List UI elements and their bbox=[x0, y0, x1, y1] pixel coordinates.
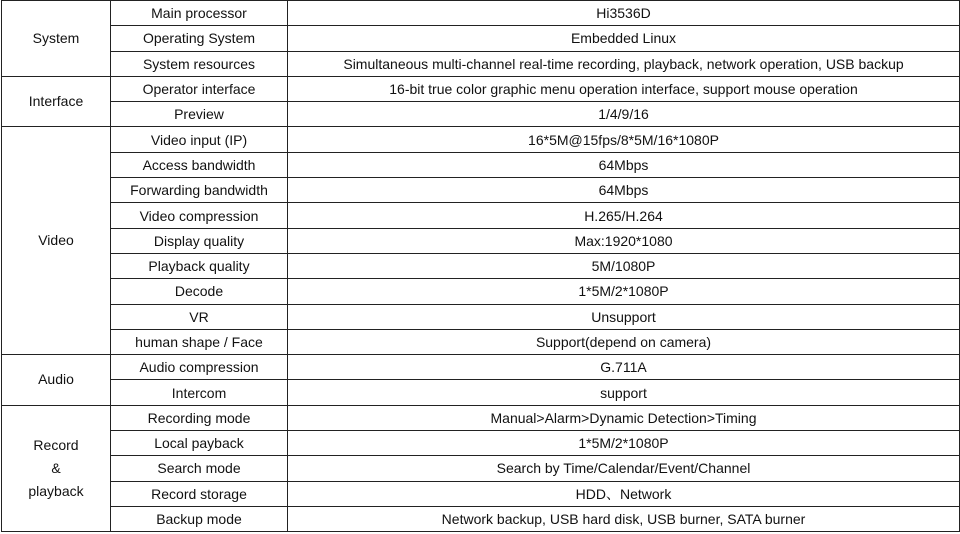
spec-label: Backup mode bbox=[111, 506, 288, 531]
spec-label: System resources bbox=[111, 51, 288, 76]
spec-label: human shape / Face bbox=[111, 329, 288, 354]
spec-label: Forwarding bandwidth bbox=[111, 178, 288, 203]
section-label: Audio bbox=[38, 371, 74, 388]
spec-label: Record storage bbox=[111, 481, 288, 506]
spec-label: Search mode bbox=[111, 456, 288, 481]
spec-label: Operating System bbox=[111, 26, 288, 51]
section-label: Interface bbox=[28, 93, 84, 110]
spec-label: Decode bbox=[111, 279, 288, 304]
table-row bbox=[2, 76, 960, 101]
spec-value: G.711A bbox=[288, 355, 960, 380]
spec-value: Network backup, USB hard disk, USB burner, SATA burner bbox=[288, 506, 960, 531]
spec-label: Display quality bbox=[111, 228, 288, 253]
spec-table-body bbox=[2, 1, 960, 532]
spec-table bbox=[1, 0, 960, 532]
table-row bbox=[2, 279, 960, 304]
table-row bbox=[2, 26, 960, 51]
table-row bbox=[2, 380, 960, 405]
spec-label: Operator interface bbox=[111, 76, 288, 101]
table-row bbox=[2, 329, 960, 354]
section-label: Record bbox=[33, 436, 79, 453]
spec-label: Video compression bbox=[111, 203, 288, 228]
spec-value: Unsupport bbox=[288, 304, 960, 329]
section-label: Video bbox=[38, 232, 74, 249]
spec-label: Main processor bbox=[111, 1, 288, 26]
spec-label: Recording mode bbox=[111, 405, 288, 430]
spec-value: 1*5M/2*1080P bbox=[288, 431, 960, 456]
spec-label: Video input (IP) bbox=[111, 127, 288, 152]
table-row bbox=[2, 405, 960, 430]
spec-value: 16-bit true color graphic menu operation interface, support mouse operation bbox=[288, 76, 960, 101]
spec-value: support bbox=[288, 380, 960, 405]
spec-value: 5M/1080P bbox=[288, 253, 960, 278]
table-row bbox=[2, 355, 960, 380]
section-label-cell bbox=[2, 76, 111, 127]
spec-value: Support(depend on camera) bbox=[288, 329, 960, 354]
spec-value: Max:1920*1080 bbox=[288, 228, 960, 253]
spec-value: Manual>Alarm>Dynamic Detection>Timing bbox=[288, 405, 960, 430]
table-row bbox=[2, 152, 960, 177]
table-row bbox=[2, 127, 960, 152]
table-row bbox=[2, 228, 960, 253]
table-row bbox=[2, 51, 960, 76]
section-label: playback bbox=[28, 482, 84, 499]
spec-label: Intercom bbox=[111, 380, 288, 405]
table-row bbox=[2, 506, 960, 531]
section-label-cell bbox=[2, 355, 111, 406]
section-label-cell bbox=[2, 127, 111, 355]
table-row bbox=[2, 178, 960, 203]
spec-value: 1/4/9/16 bbox=[288, 102, 960, 127]
table-row bbox=[2, 102, 960, 127]
table-row bbox=[2, 203, 960, 228]
spec-value: 64Mbps bbox=[288, 178, 960, 203]
spec-label: Playback quality bbox=[111, 253, 288, 278]
spec-value: 64Mbps bbox=[288, 152, 960, 177]
spec-label: Access bandwidth bbox=[111, 152, 288, 177]
spec-label: VR bbox=[111, 304, 288, 329]
table-row bbox=[2, 481, 960, 506]
section-label-cell bbox=[2, 405, 111, 531]
spec-value: 16*5M@15fps/8*5M/16*1080P bbox=[288, 127, 960, 152]
spec-value: Embedded Linux bbox=[288, 26, 960, 51]
section-label-cell bbox=[2, 1, 111, 77]
spec-value: H.265/H.264 bbox=[288, 203, 960, 228]
spec-label: Audio compression bbox=[111, 355, 288, 380]
spec-label: Local payback bbox=[111, 431, 288, 456]
section-label: & bbox=[51, 459, 61, 476]
table-row bbox=[2, 304, 960, 329]
spec-value: Search by Time/Calendar/Event/Channel bbox=[288, 456, 960, 481]
spec-value: Hi3536D bbox=[288, 1, 960, 26]
table-row bbox=[2, 1, 960, 26]
table-row bbox=[2, 456, 960, 481]
table-row bbox=[2, 253, 960, 278]
spec-value: 1*5M/2*1080P bbox=[288, 279, 960, 304]
section-label: System bbox=[32, 29, 80, 46]
table-row bbox=[2, 431, 960, 456]
spec-value: Simultaneous multi-channel real-time recording, playback, network operation, USB backup bbox=[288, 51, 960, 76]
spec-value: HDD、Network bbox=[288, 481, 960, 506]
spec-label: Preview bbox=[111, 102, 288, 127]
